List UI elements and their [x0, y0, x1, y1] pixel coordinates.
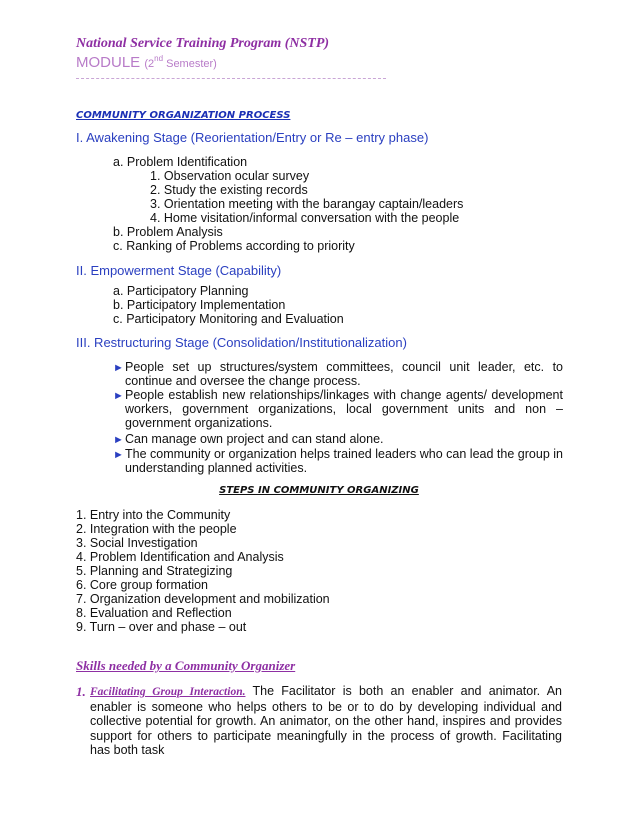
stage-3-bullet: The community or organization helps trained leaders who can lead the group in understanding planned activities. — [125, 447, 563, 475]
section-title: COMMUNITY ORGANIZATION PROCESS — [76, 110, 291, 121]
module-word: MODULE — [76, 54, 141, 71]
step-item: 9. Turn – over and phase – out — [76, 620, 247, 634]
stage-2-item: c. Participatory Monitoring and Evaluation — [113, 312, 344, 326]
skill-paragraph — [90, 684, 562, 758]
stage-3-title: III. Restructuring Stage (Consolidation/Institutionalization) — [76, 335, 407, 350]
skill-name: Facilitating Group Interaction. — [90, 686, 246, 698]
bullet-arrow-glyph: ► — [113, 434, 124, 446]
module-semester: Semester) — [163, 58, 217, 70]
steps-title: STEPS IN COMMUNITY ORGANIZING — [219, 485, 419, 496]
step-item: 2. Integration with the people — [76, 522, 237, 536]
step-item: 7. Organization development and mobilization — [76, 592, 330, 606]
stage-2-item: a. Participatory Planning — [113, 284, 249, 298]
stage-3-bullet: People establish new relationships/linkages with change agents/ development workers, government organizations, local government units and non – government organizations. — [125, 388, 563, 430]
stage-1-title: I. Awakening Stage (Reorientation/Entry or Re – entry phase) — [76, 130, 429, 145]
step-item: 1. Entry into the Community — [76, 508, 231, 522]
program-title: National Service Training Program (NSTP) — [76, 36, 330, 51]
stage-1-item: 3. Orientation meeting with the barangay captain/leaders — [150, 197, 464, 211]
module-label — [76, 54, 217, 71]
bullet-arrow-icon — [113, 388, 124, 403]
bullet-arrow-icon — [113, 360, 124, 375]
stage-3-bullet: Can manage own project and can stand alone. — [125, 432, 384, 446]
header-divider — [76, 78, 386, 79]
bullet-arrow-icon — [113, 432, 124, 447]
stage-2-title: II. Empowerment Stage (Capability) — [76, 263, 282, 278]
stage-1-item: b. Problem Analysis — [113, 225, 223, 239]
module-open: (2 — [144, 58, 155, 70]
stage-3-bullet: People set up structures/system committees, council unit leader, etc. to continue and oversee the change process. — [125, 360, 563, 388]
bullet-arrow-glyph: ► — [113, 390, 124, 402]
step-item: 5. Planning and Strategizing — [76, 564, 233, 578]
stage-1-item: c. Ranking of Problems according to priority — [113, 239, 355, 253]
step-item: 6. Core group formation — [76, 578, 209, 592]
bullet-arrow-glyph: ► — [113, 362, 124, 374]
step-item: 4. Problem Identification and Analysis — [76, 550, 284, 564]
module-sup: nd — [154, 54, 164, 63]
step-item: 8. Evaluation and Reflection — [76, 606, 232, 620]
stage-1-item: 4. Home visitation/informal conversation with the people — [150, 211, 460, 225]
bullet-arrow-glyph: ► — [113, 449, 124, 461]
stage-1-item: a. Problem Identification — [113, 155, 248, 169]
stage-1-item: 1. Observation ocular survey — [150, 169, 310, 183]
step-item: 3. Social Investigation — [76, 536, 198, 550]
stage-1-item: 2. Study the existing records — [150, 183, 308, 197]
skills-title: Skills needed by a Community Organizer — [76, 658, 296, 673]
skill-text: The Facilitator is both an enabler and animator. An enabler is someone who helps others to be or to do by developing individual and collective potential for growth. An animator, on the other hand, inspires and provides support for others to participate meaningfully in the process of growth. Facilitating has both task — [90, 684, 562, 757]
skill-number: 1. — [76, 684, 86, 699]
bullet-arrow-icon — [113, 447, 124, 462]
stage-2-item: b. Participatory Implementation — [113, 298, 286, 312]
